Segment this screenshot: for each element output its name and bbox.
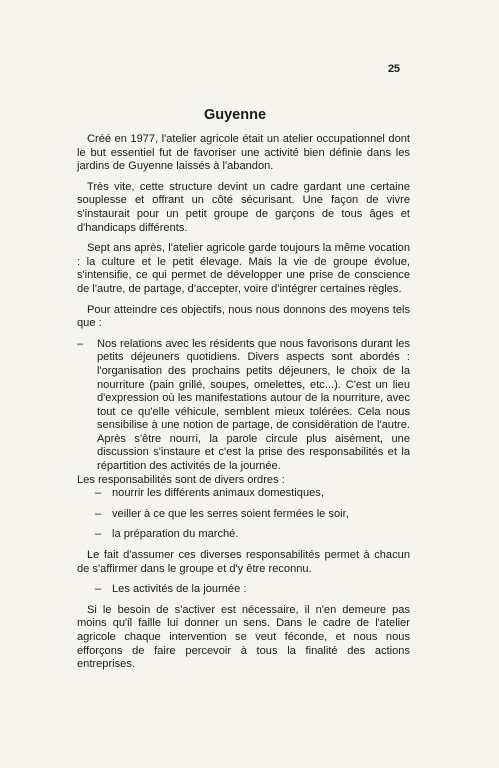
list-item-text: nourrir les différents animaux domestiques, — [112, 487, 324, 500]
paragraph-means: Pour atteindre ces objectifs, nous nous donnons des moyens tels que : — [77, 303, 410, 330]
list-item-text: veiller à ce que les serres soient fermées le soir, — [112, 507, 349, 520]
paragraph-intro: Créé en 1977, l'atelier agricole était un atelier occupationnel dont le but essentiel fut de favoriser une activité bien définie dans les jardins de Guyenne laissés à l'abandon. — [77, 133, 410, 173]
body-text — [77, 133, 410, 672]
dash-bullet: – — [77, 337, 84, 350]
list-item-animals — [77, 487, 410, 501]
paragraph-conclusion: Si le besoin de s'activer est nécessaire, il n'en demeure pas moins qu'il faille lui donner un sens. Dans le cadre de l'atelier agricole chaque intervention se veut féconde, et nous nous efforçons de faire percevoir à tous la finalité des actions entreprises. — [77, 603, 410, 671]
dash-bullet: – — [95, 507, 102, 520]
list-item-greenhouses — [77, 508, 410, 522]
list-item-activities — [77, 583, 410, 597]
list-item-relations — [77, 338, 410, 474]
page-title: Guyenne — [203, 107, 267, 123]
paragraph-structure: Très vite, cette structure devint un cadre gardant une certaine souplesse et offrant un côté sécurisant. Une façon de vivre s'instaurait pour un petit groupe de garçons de tous âges et d'handicaps différents. — [77, 180, 410, 234]
dash-bullet: – — [95, 583, 102, 596]
page-number: 25 — [388, 63, 400, 75]
list-item-text: Les activités de la journée : — [112, 583, 247, 596]
list-item-text: Nos relations avec les résidents que nous favorisons durant les petits déjeuners quotidiens. Divers aspects sont abordés : l'organisation des prochains petits déjeuners, le choix de la nourriture (pain grillé, soupes, omelettes, etc...). C'est un lieu d'expression où les manifestations autour de la nourriture, avec tout ce qu'elle véhicule, semblent mieux tolérées. Cela nous sensibilise à une notion de partage, de considération de l'autre. Après s'être nourri, la parole circule plus aisément, une discussion s'instaure et c'est la prise des responsabilités et la répartition des activités de la journée. — [97, 337, 410, 473]
dash-bullet: – — [95, 487, 102, 500]
paragraph-responsibilities: Les responsabilités sont de divers ordres : — [77, 473, 285, 486]
list-item-market — [77, 528, 410, 542]
paragraph-vocation: Sept ans après, l'atelier agricole garde toujours la même vocation : la culture et le petit élevage. Mais la vie de groupe évolue, s'intensifie, ce qui permet de développer une prise de conscience de l'autre, de partage, d'accepter, voire d'intégrer certaines règles. — [77, 242, 410, 295]
paragraph-assume: Le fait d'assumer ces diverses responsabilités permet à chacun de s'affirmer dans le groupe et d'y être reconnu. — [77, 549, 410, 575]
list-item-text: la préparation du marché. — [112, 528, 239, 541]
dash-bullet: – — [95, 528, 102, 541]
